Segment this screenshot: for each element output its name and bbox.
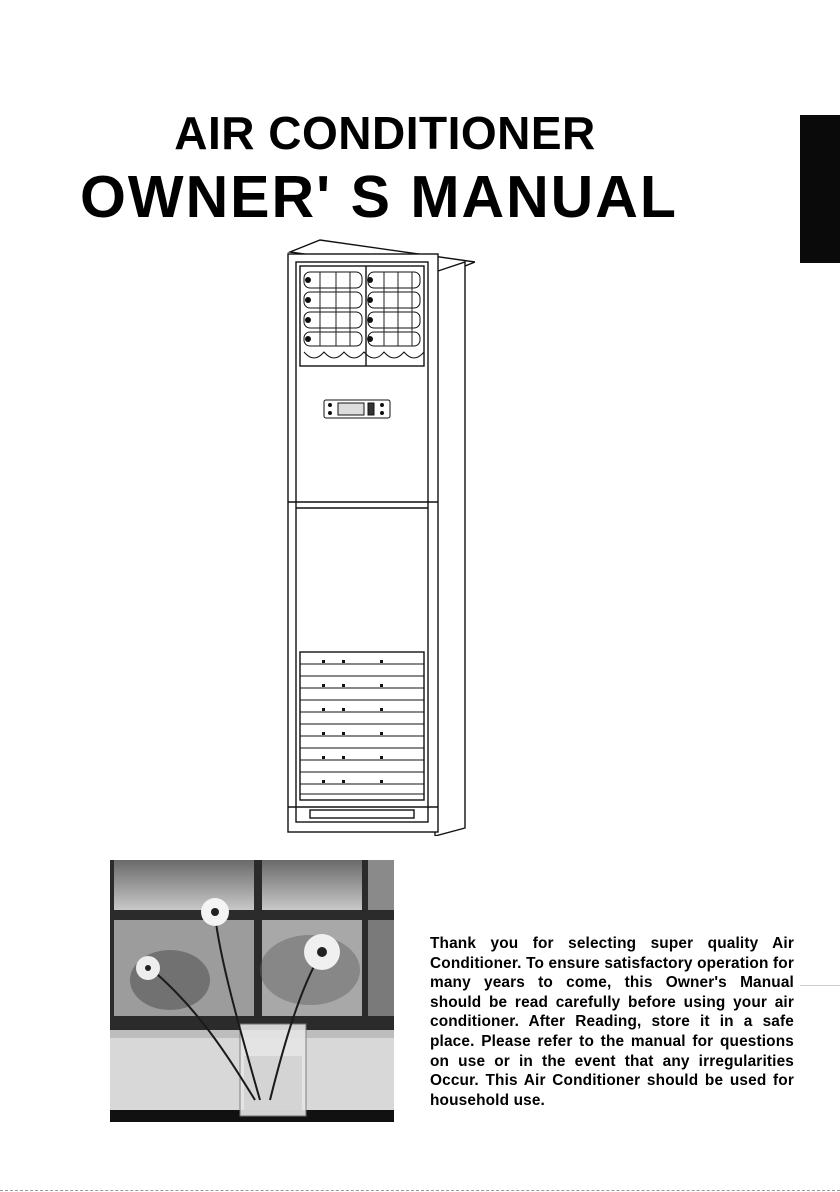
air-conditioner-illustration — [270, 232, 475, 836]
intro-paragraph: Thank you for selecting super quality Air Conditioner. To ensure satisfactory operation for many years to come, this Owner's Manual should be read carefully before using your air conditioner. After Reading, store it in a safe place. Please refer to the manual for questions on use or in the event that any irregularities Occur. This Air Conditioner should be used for household use. — [430, 935, 794, 1109]
manual-title-top: AIR CONDITIONER — [174, 107, 596, 159]
page-bottom-rule — [0, 1190, 840, 1191]
flowers-photo — [110, 860, 394, 1122]
manual-title-main: OWNER' S MANUAL — [80, 164, 678, 230]
section-tab — [800, 115, 840, 263]
side-divider — [800, 985, 840, 986]
